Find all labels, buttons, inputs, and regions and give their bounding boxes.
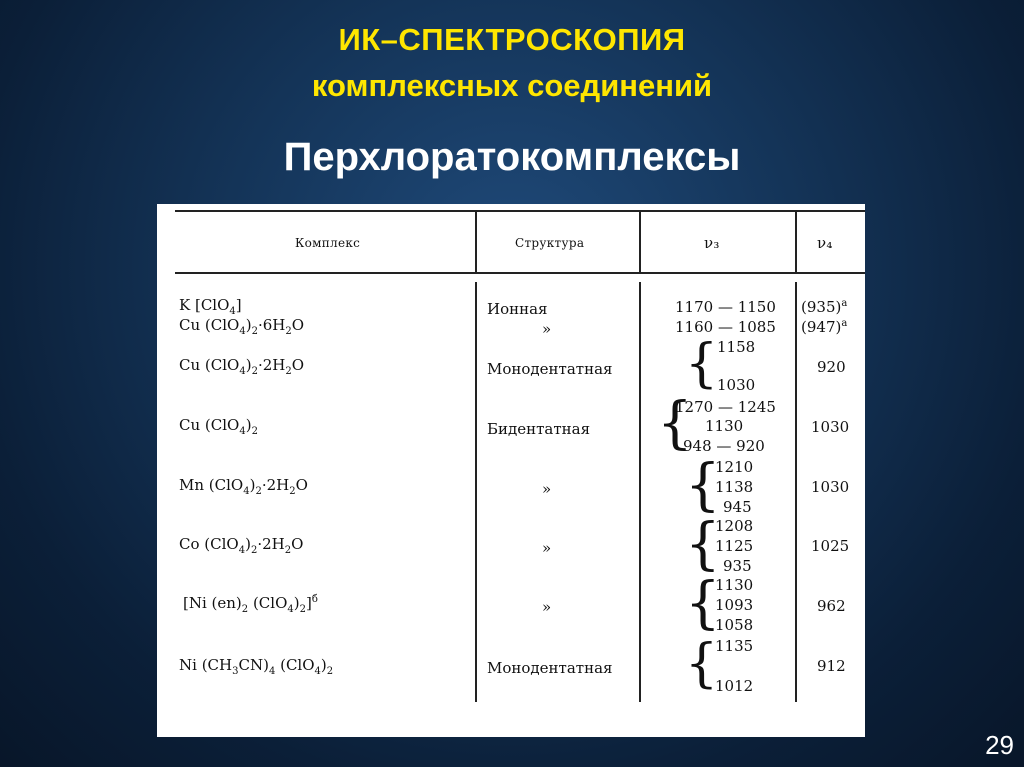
header-complex: Комплекс [295, 236, 361, 250]
v3-row-4-a: 1270 — 1245 [675, 398, 776, 416]
complex-cu-clo4: Cu $(ClO_4)_2$ [179, 416, 258, 437]
v4-row-8: 912 [817, 657, 846, 675]
brace-row-7: { [685, 571, 721, 636]
header-structure: Структура [515, 236, 585, 250]
structure-row-7: » [542, 598, 552, 616]
v3-row-7-a: 1130 [715, 576, 754, 594]
slide-subtitle: Перхлоратокомплексы [283, 135, 741, 179]
v3-row-6-a: 1208 [715, 517, 754, 535]
v4-row-4: 1030 [811, 418, 850, 436]
brace-row-8: { [685, 634, 719, 694]
structure-row-3: Монодентатная [487, 360, 613, 378]
table-top-rule [175, 210, 865, 212]
col-divider-2-body [639, 282, 641, 702]
col-divider-2 [639, 212, 641, 272]
structure-row-2: » [542, 320, 552, 338]
brace-row-5: { [685, 453, 721, 518]
v4-row-3: 920 [817, 358, 846, 376]
structure-row-4: Бидентатная [487, 420, 591, 438]
structure-row-6: » [542, 539, 552, 557]
table-header-rule [175, 272, 865, 274]
brace-row-3: { [685, 334, 719, 394]
v4-row-6: 1025 [811, 537, 850, 555]
structure-row-5: » [542, 480, 552, 498]
v3-row-7-c: 1058 [715, 616, 754, 634]
v3-row-8-b: 1012 [715, 677, 754, 695]
header-v4: ν₄ [817, 234, 833, 252]
v3-row-5-b: 1138 [715, 478, 754, 496]
v3-row-6-c: 935 [723, 557, 752, 575]
complex-cu-clo4-2h2o: Cu $(ClO_4)_2\cdot 2H_2O$ [179, 356, 305, 377]
complex-ni-en-clo4: [Ni $(en)_2$ $(ClO_4)_2]^б$ [183, 594, 318, 615]
v3-row-5-a: 1210 [715, 458, 754, 476]
complex-co-clo4-2h2o: Co $(ClO_4)_2\cdot 2H_2O$ [179, 535, 304, 556]
col-divider-1-body [475, 282, 477, 702]
slide-title-line2: комплексных соединений [311, 68, 713, 103]
structure-row-1: Ионная [487, 300, 548, 318]
v3-row-1: 1170 — 1150 [675, 298, 776, 316]
slide-title: ИК–СПЕКТРОСКОПИЯ [338, 22, 686, 57]
structure-row-8: Монодентатная [487, 659, 613, 677]
page-number: 29 [985, 730, 1014, 760]
complex-mn-clo4-2h2o: Mn $(ClO_4)_2\cdot 2H_2O$ [179, 476, 308, 497]
v3-row-5-c: 945 [723, 498, 752, 516]
col-divider-3-body [795, 282, 797, 702]
v3-row-4-c: 948 — 920 [683, 437, 765, 455]
v4-row-2: $(947)^a$ [801, 318, 848, 336]
brace-row-4: { [657, 391, 693, 456]
v4-row-1: $(935)^a$ [801, 298, 848, 316]
v3-row-7-b: 1093 [715, 596, 754, 614]
v3-row-6-b: 1125 [715, 537, 754, 555]
v3-row-3-a: 1158 [717, 338, 756, 356]
complex-k-clo4: K [ClO$_4$] [179, 296, 242, 317]
header-v3: ν₃ [704, 234, 720, 252]
col-divider-3 [795, 212, 797, 272]
brace-row-6: { [685, 512, 721, 577]
v3-row-8-a: 1135 [715, 637, 754, 655]
v4-row-7: 962 [817, 597, 846, 615]
v3-row-3-b: 1030 [717, 376, 756, 394]
col-divider-1 [475, 212, 477, 272]
v4-row-5: 1030 [811, 478, 850, 496]
v3-row-2: 1160 — 1085 [675, 318, 776, 336]
complex-cu-clo4-6h2o: Cu $(ClO_4)_2\cdot 6H_2O$ [179, 316, 305, 337]
complex-ni-ch3cn-clo4: Ni $(CH_3CN)_4$ $(ClO_4)_2$ [179, 656, 334, 677]
v3-row-4-b: 1130 [705, 417, 744, 435]
scanned-table-image [157, 204, 865, 737]
